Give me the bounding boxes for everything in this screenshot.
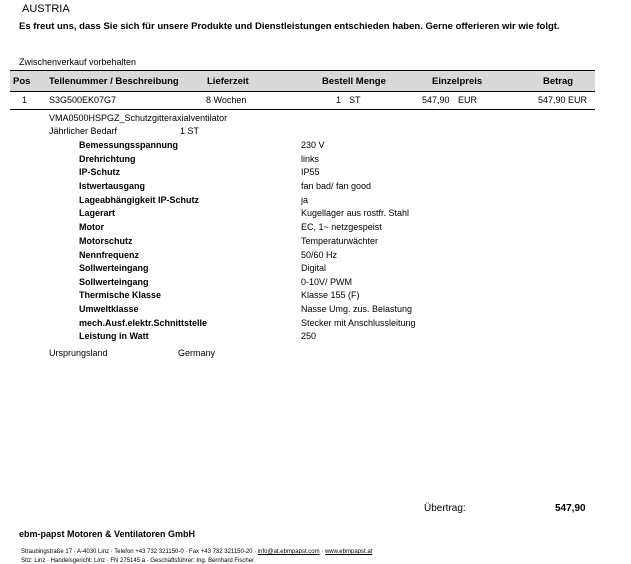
company-name: ebm-papst Motoren & Ventilatoren GmbH <box>19 529 196 539</box>
country-heading: AUSTRIA <box>22 3 70 15</box>
attribute-label: Sollwerteingang <box>79 277 149 287</box>
header-delivery: Lieferzeit <box>207 76 249 87</box>
attribute-value: 50/60 Hz <box>301 250 338 260</box>
header-unit-price: Einzelpreis <box>432 76 483 87</box>
row-quantity-unit: ST <box>349 95 361 105</box>
attribute-value: EC, 1~ netzgespeist <box>301 222 382 232</box>
footer-address <box>21 549 372 555</box>
carryover-label: Übertrag: <box>424 503 466 514</box>
attribute-value: Nasse Umg. zus. Belastung <box>301 304 413 314</box>
attribute-value: ja <box>301 195 309 205</box>
row-delivery: 8 Wochen <box>206 95 247 105</box>
row-pos: 1 <box>22 95 28 105</box>
row-currency: EUR <box>458 95 478 105</box>
footer-web-link[interactable]: www.ebmpapst.at <box>324 549 373 555</box>
footer-email-link[interactable]: info@at.ebmpapst.com <box>257 549 320 555</box>
attribute-label: Nennfrequenz <box>79 250 140 260</box>
header-pos: Pos <box>13 76 31 87</box>
footer-separator: · <box>319 549 325 555</box>
table-header <box>10 70 595 92</box>
attribute-label: Bemessungsspannung <box>79 140 179 150</box>
attribute-label: mech.Ausf.elektr.Schnittstelle <box>79 318 208 328</box>
origin-value: Germany <box>178 348 216 358</box>
row-divider <box>10 109 595 110</box>
attribute-label: Leistung in Watt <box>79 331 149 341</box>
attribute-value: Digital <box>301 263 327 273</box>
row-quantity: 1 <box>336 95 342 105</box>
row-unit-price: 547,90 <box>422 95 450 105</box>
attribute-value: 230 V <box>301 140 325 150</box>
annual-demand-value: 1 ST <box>180 126 200 136</box>
header-amount: Betrag <box>543 76 574 87</box>
attribute-label: Istwertausgang <box>79 181 146 191</box>
attribute-label: IP-Schutz <box>79 167 121 177</box>
header-quantity: Bestell Menge <box>322 76 386 87</box>
carryover-value: 547,90 <box>555 503 586 514</box>
attribute-label: Drehrichtung <box>79 154 136 164</box>
intro-text: Es freut uns, dass Sie sich für unsere Produkte und Dienstleistungen entschieden haben. Gerne offerieren wir wie folgt. <box>19 21 560 32</box>
attribute-label: Motor <box>79 222 104 232</box>
attribute-value: 250 <box>301 331 317 341</box>
attribute-value: 0-10V/ PWM <box>301 277 353 287</box>
annual-demand-label: Jährlicher Bedarf <box>49 126 118 136</box>
attribute-value: IP55 <box>301 167 320 177</box>
attribute-value: links <box>301 154 320 164</box>
attribute-value: Kugellager aus rostfr. Stahl <box>301 208 410 218</box>
header-part-number: Teilenummer / Beschreibung <box>49 76 179 87</box>
attribute-label: Lagerart <box>79 208 116 218</box>
attribute-value: Temperaturwächter <box>301 236 379 246</box>
attribute-label: Lageabhängigkeit IP-Schutz <box>79 195 200 205</box>
attribute-value: Stecker mit Anschlussleitung <box>301 318 416 328</box>
attribute-label: Thermische Klasse <box>79 290 162 300</box>
footer-address-text: Straubingstraße 17 · A-4030 Linz · Telefon +43 732 321150-0 · Fax +43 732 321150-20 · <box>21 549 258 555</box>
origin-label: Ursprungsland <box>49 348 108 358</box>
attribute-value: Klasse 155 (F) <box>301 290 360 300</box>
footer-legal: Sitz: Linz · Handelsgericht: Linz · FN 275145 a · Geschäftsführer: Ing. Bernhard Fischer <box>21 558 255 564</box>
attribute-label: Motorschutz <box>79 236 133 246</box>
row-part-number: S3G500EK07G7 <box>49 95 117 105</box>
attribute-label: Sollwerteingang <box>79 263 149 273</box>
row-amount: 547,90 EUR <box>538 95 588 105</box>
product-description: VMA0500HSPGZ_Schutzgitteraxialventilator <box>49 113 228 123</box>
attribute-label: Umweltklasse <box>79 304 139 314</box>
attribute-value: fan bad/ fan good <box>301 181 372 191</box>
reservation-note: Zwischenverkauf vorbehalten <box>19 57 137 67</box>
